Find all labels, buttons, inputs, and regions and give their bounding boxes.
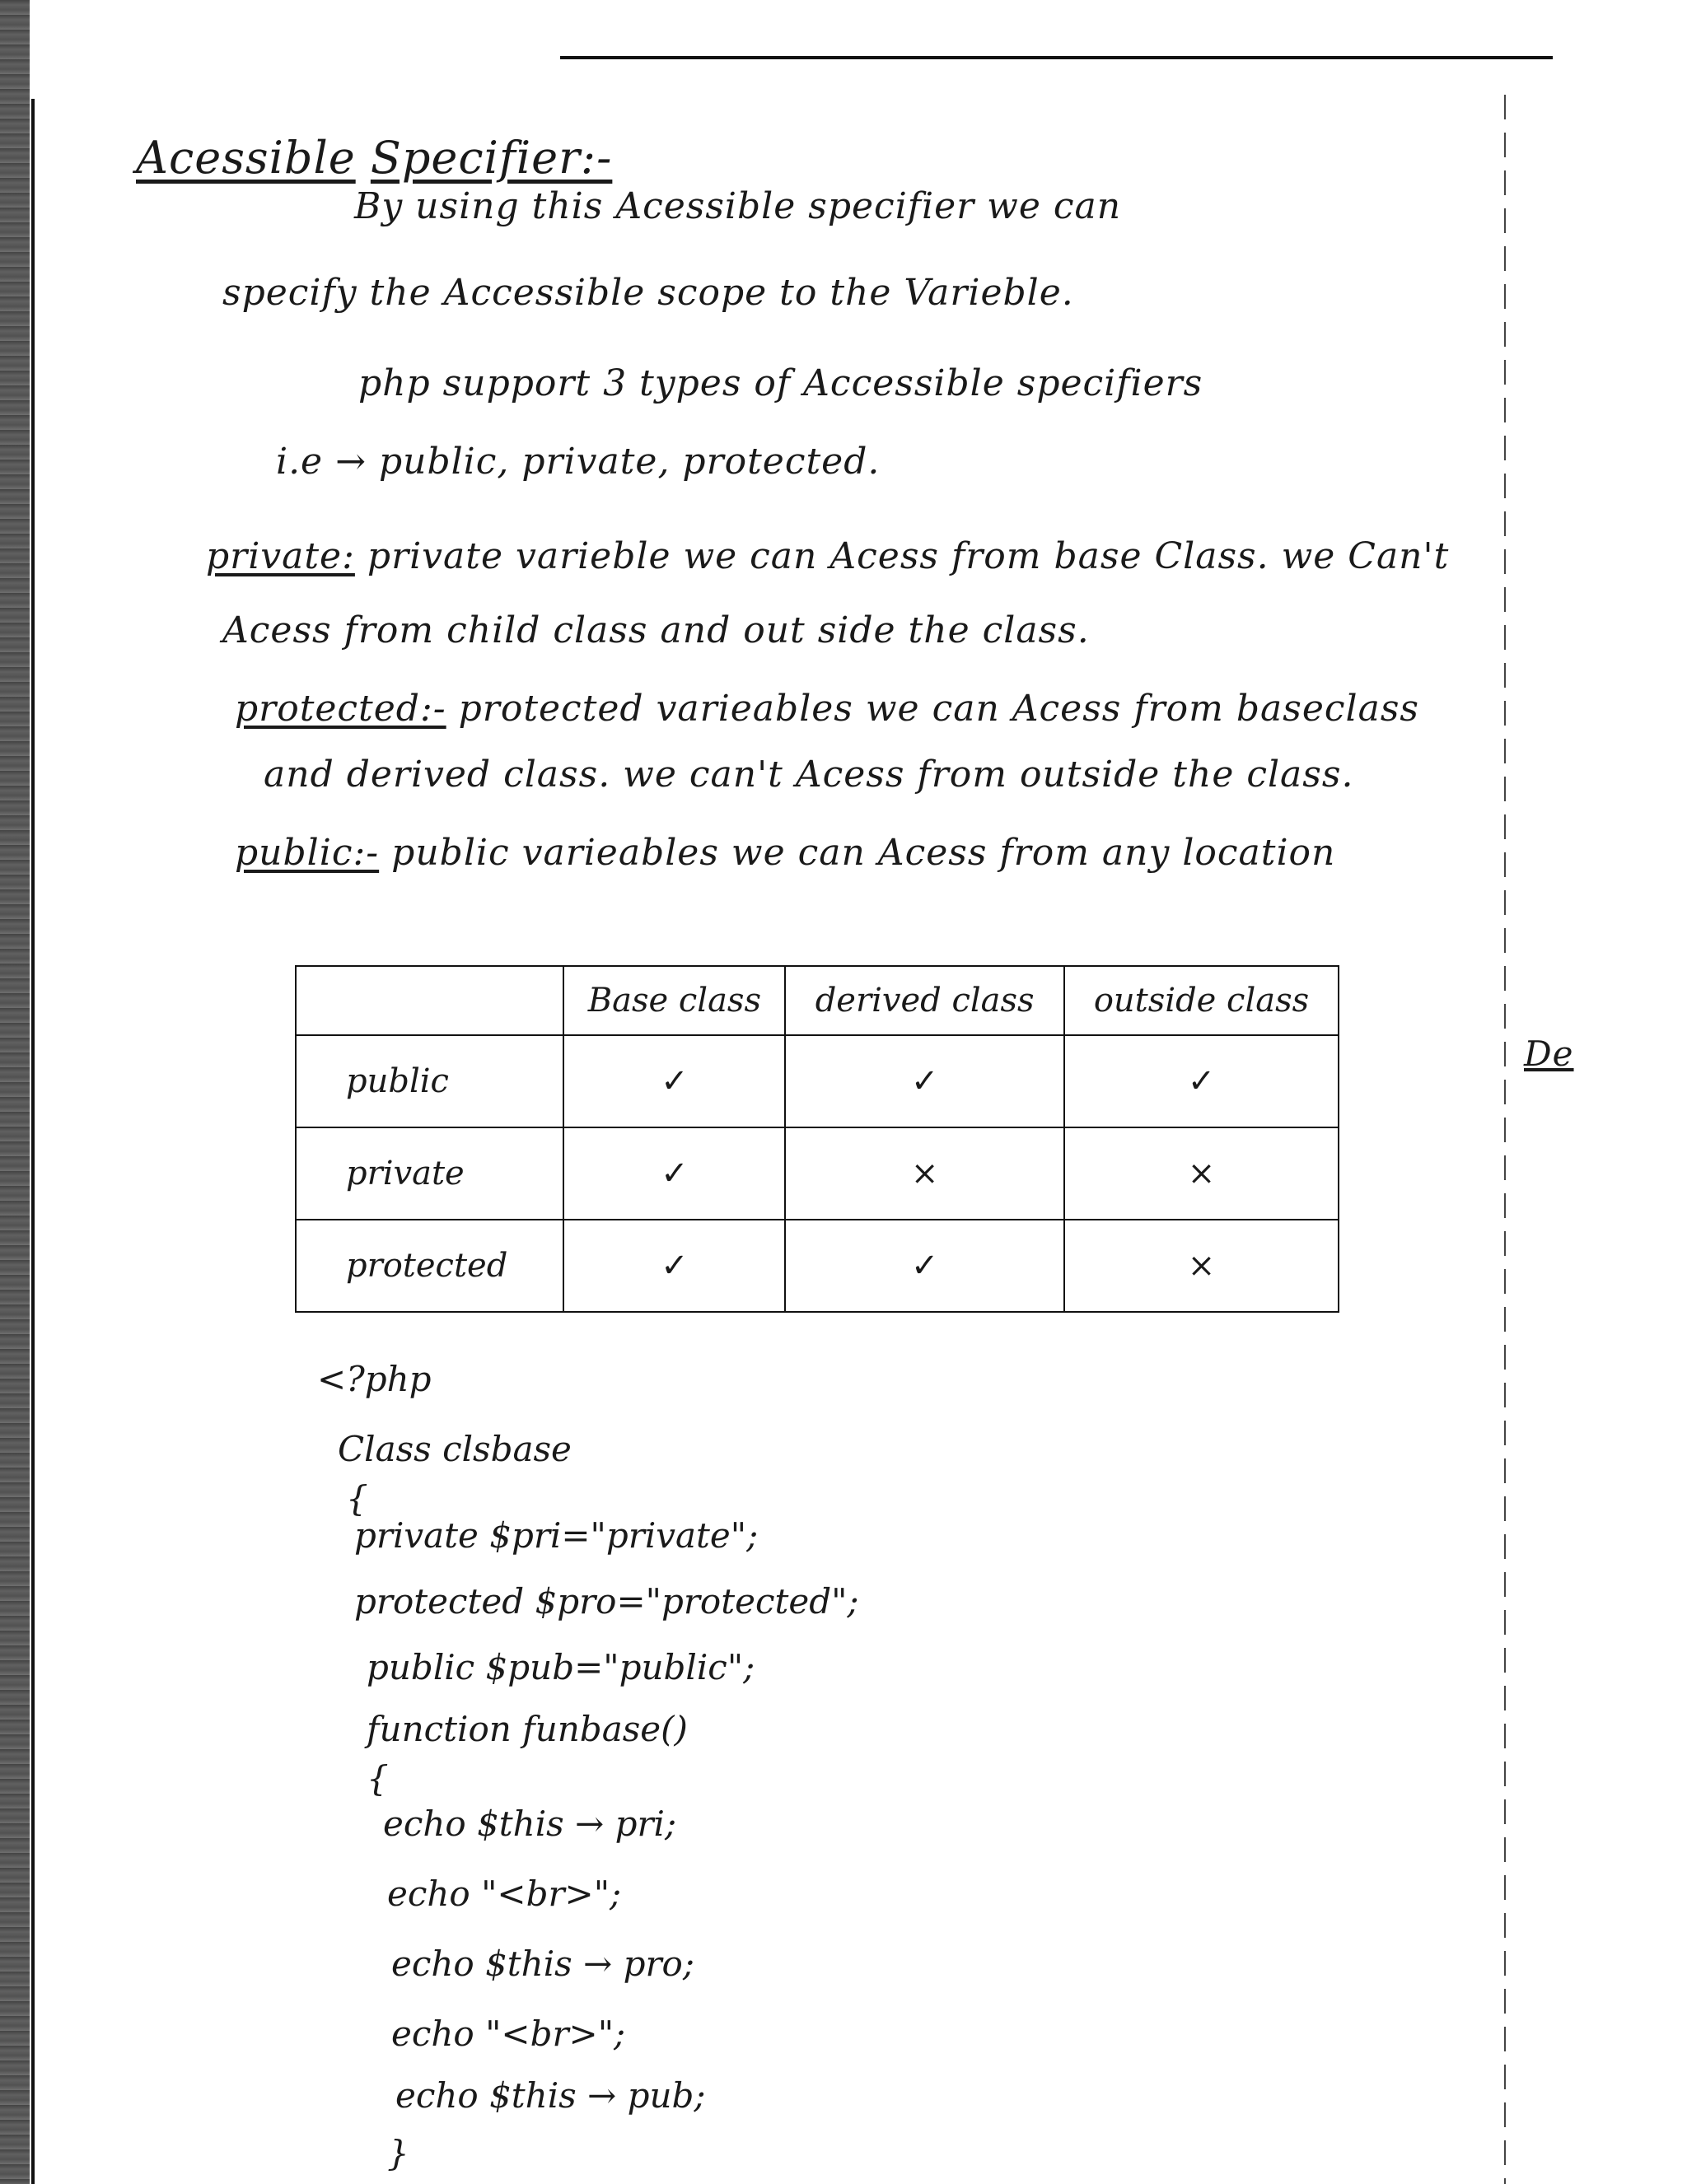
- cell-public-derived: ✓: [785, 1035, 1064, 1127]
- intro-line-3: php support 3 types of Accessible specifiers: [358, 362, 1203, 404]
- row-label-public: public: [296, 1035, 563, 1127]
- code-line: Class clsbase: [338, 1429, 572, 1469]
- table-row: [296, 1127, 1339, 1220]
- intro-line-1: By using this Acessible specifier we can: [354, 185, 1122, 227]
- code-line: protected $pro="protected";: [354, 1581, 859, 1622]
- code-line: {: [367, 1758, 389, 1799]
- binding-edge: [0, 0, 30, 2184]
- table-row: [296, 1220, 1339, 1312]
- cell-private-outside: ×: [1064, 1127, 1339, 1220]
- code-line: public $pub="public";: [367, 1647, 755, 1687]
- row-label-private: private: [296, 1127, 563, 1220]
- table-header-row: [296, 966, 1339, 1035]
- def-public-text: public varieables we can Acess from any location: [391, 832, 1336, 874]
- code-line: echo "<br>";: [387, 1874, 622, 1914]
- cell-protected-base: ✓: [563, 1220, 785, 1312]
- def-protected-line2: and derived class. we can't Acess from outside the class.: [264, 754, 1354, 796]
- code-line: echo "<br>";: [391, 2014, 626, 2054]
- cell-public-outside: ✓: [1064, 1035, 1339, 1127]
- cell-private-derived: ×: [785, 1127, 1064, 1220]
- table-header-outside: outside class: [1064, 966, 1339, 1035]
- page-heading: [136, 132, 612, 184]
- binding-line: [31, 99, 35, 2184]
- def-protected-term: protected:-: [235, 688, 446, 730]
- cell-protected-derived: ✓: [785, 1220, 1064, 1312]
- intro-line-2: specify the Accessible scope to the Varieble.: [222, 272, 1074, 314]
- heading-word-2: Specifier:-: [370, 132, 613, 184]
- def-private-text: private varieble we can Acess from base Class. we Can't: [367, 535, 1450, 577]
- def-public-term: public:-: [235, 832, 380, 874]
- def-private-term: private:: [206, 535, 355, 577]
- row-label-protected: protected: [296, 1220, 563, 1312]
- table-corner-cell: [296, 966, 563, 1035]
- heading-word-1: Acessible: [136, 132, 356, 184]
- right-margin-rule: [1504, 95, 1506, 2184]
- table-row: [296, 1035, 1339, 1127]
- def-private-line2: Acess from child class and out side the class.: [222, 609, 1090, 651]
- def-private-line1: [206, 535, 1449, 577]
- top-rule: [560, 56, 1553, 59]
- cell-public-base: ✓: [563, 1035, 785, 1127]
- code-line: function funbase(): [367, 1709, 688, 1749]
- code-line: echo $this → pub;: [395, 2075, 706, 2116]
- code-line: private $pri="private";: [354, 1515, 759, 1556]
- code-line: echo $this → pri;: [383, 1804, 677, 1844]
- code-line: echo $this → pro;: [391, 1944, 694, 1984]
- def-public-line1: [235, 832, 1335, 874]
- code-line: }: [387, 2133, 409, 2173]
- cell-private-base: ✓: [563, 1127, 785, 1220]
- intro-line-4: i.e → public, private, protected.: [276, 441, 881, 483]
- margin-note: De: [1524, 1034, 1574, 1074]
- table-header-derived: derived class: [785, 966, 1064, 1035]
- cell-protected-outside: ×: [1064, 1220, 1339, 1312]
- code-line: {: [346, 1478, 368, 1519]
- table-header-base: Base class: [563, 966, 785, 1035]
- code-line: <?php: [317, 1359, 432, 1399]
- def-protected-line1: [235, 688, 1419, 730]
- access-table: [295, 965, 1339, 1313]
- def-protected-text: protected varieables we can Acess from baseclass: [458, 688, 1420, 730]
